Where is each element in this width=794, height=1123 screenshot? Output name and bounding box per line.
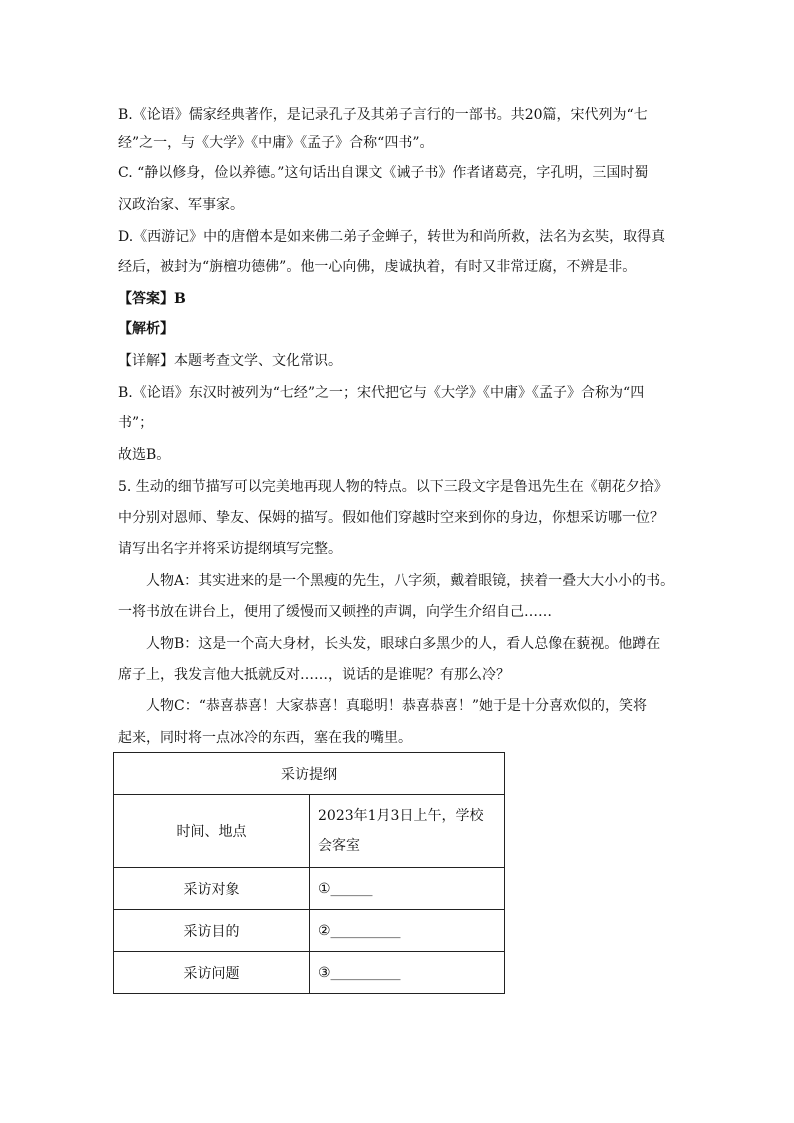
interview-outline-table — [113, 752, 505, 994]
purpose-blank[interactable]: ②__________ — [310, 910, 505, 952]
table-row — [114, 910, 505, 952]
option-d-line-2: 经后，被封为“旃檀功德佛”。他一心向佛，虔诚执着，有时又非常迂腐，不辨是非。 — [118, 259, 637, 275]
table-row — [114, 952, 505, 994]
table-title: 采访提纲 — [114, 753, 505, 795]
table-row — [114, 868, 505, 910]
explanation-line-1: B.《论语》东汉时被列为“七经”之一；宋代把它与《大学》《中庸》《孟子》合称为“四 — [118, 385, 645, 401]
questions-label: 采访问题 — [114, 952, 310, 994]
person-a-line-1: 人物A：其实进来的是一个黑瘦的先生，八字须，戴着眼镜，挟着一叠大大小小的书。 — [146, 573, 675, 589]
person-b-line-1: 人物B：这是一个高大身材，长头发，眼球白多黑少的人，看人总像在藐视。他蹲在 — [146, 636, 661, 652]
interviewee-label: 采访对象 — [114, 868, 310, 910]
option-c-line-2: 汉政治家、军事家。 — [118, 197, 244, 213]
option-b-line-1: B.《论语》儒家经典著作，是记录孔子及其弟子言行的一部书。共20篇，宋代列为“七 — [118, 107, 648, 123]
table-row — [114, 753, 505, 795]
option-c-line-1: C. “静以修身，俭以养德。”这句话出自课文《诫子书》作者诸葛亮，字孔明，三国时蜀 — [118, 165, 649, 181]
purpose-label: 采访目的 — [114, 910, 310, 952]
question-5-line-2: 中分别对恩师、挚友、保姆的描写。假如他们穿越时空来到你的身边，你想采访哪一位？ — [118, 510, 664, 526]
answer-label: 【答案】B — [118, 291, 186, 307]
time-place-value-line-1: 2023年1月3日上午，学校 — [318, 808, 484, 824]
person-a-line-2: 一将书放在讲台上，便用了缓慢而又顿挫的声调，向学生介绍自己…… — [118, 604, 552, 620]
option-d-line-1: D.《西游记》中的唐僧本是如来佛二弟子金蝉子，转世为和尚所救，法名为玄奘，取得真 — [118, 229, 666, 245]
question-5-line-1: 5. 生动的细节描写可以完美地再现人物的特点。以下三段文字是鲁迅先生在《朝花夕拾》 — [118, 479, 668, 495]
time-place-value-line-2: 会客室 — [318, 838, 360, 854]
table-row — [114, 795, 505, 868]
time-place-label: 时间、地点 — [114, 795, 310, 868]
choose-line: 故选B。 — [118, 447, 171, 463]
person-c-line-2: 起来，同时将一点冰冷的东西，塞在我的嘴里。 — [118, 730, 412, 746]
time-place-value — [310, 795, 505, 868]
person-b-line-2: 席子上，我发言他大抵就反对……，说话的是谁呢？有那么冷？ — [118, 667, 510, 683]
option-b-line-2: 经”之一，与《大学》《中庸》《孟子》合称“四书”。 — [118, 135, 434, 151]
analysis-label: 【解析】 — [118, 321, 174, 337]
question-5-line-3: 请写出名字并将采访提纲填写完整。 — [118, 541, 342, 557]
person-c-line-1: 人物C：“恭喜恭喜！大家恭喜！真聪明！恭喜恭喜！”她于是十分喜欢似的，笑将 — [146, 698, 648, 714]
detail-line: 【详解】本题考查文学、文化常识。 — [118, 353, 342, 369]
explanation-line-2: 书”； — [118, 415, 154, 431]
questions-blank[interactable]: ③__________ — [310, 952, 505, 994]
interviewee-blank[interactable]: ①______ — [310, 868, 505, 910]
